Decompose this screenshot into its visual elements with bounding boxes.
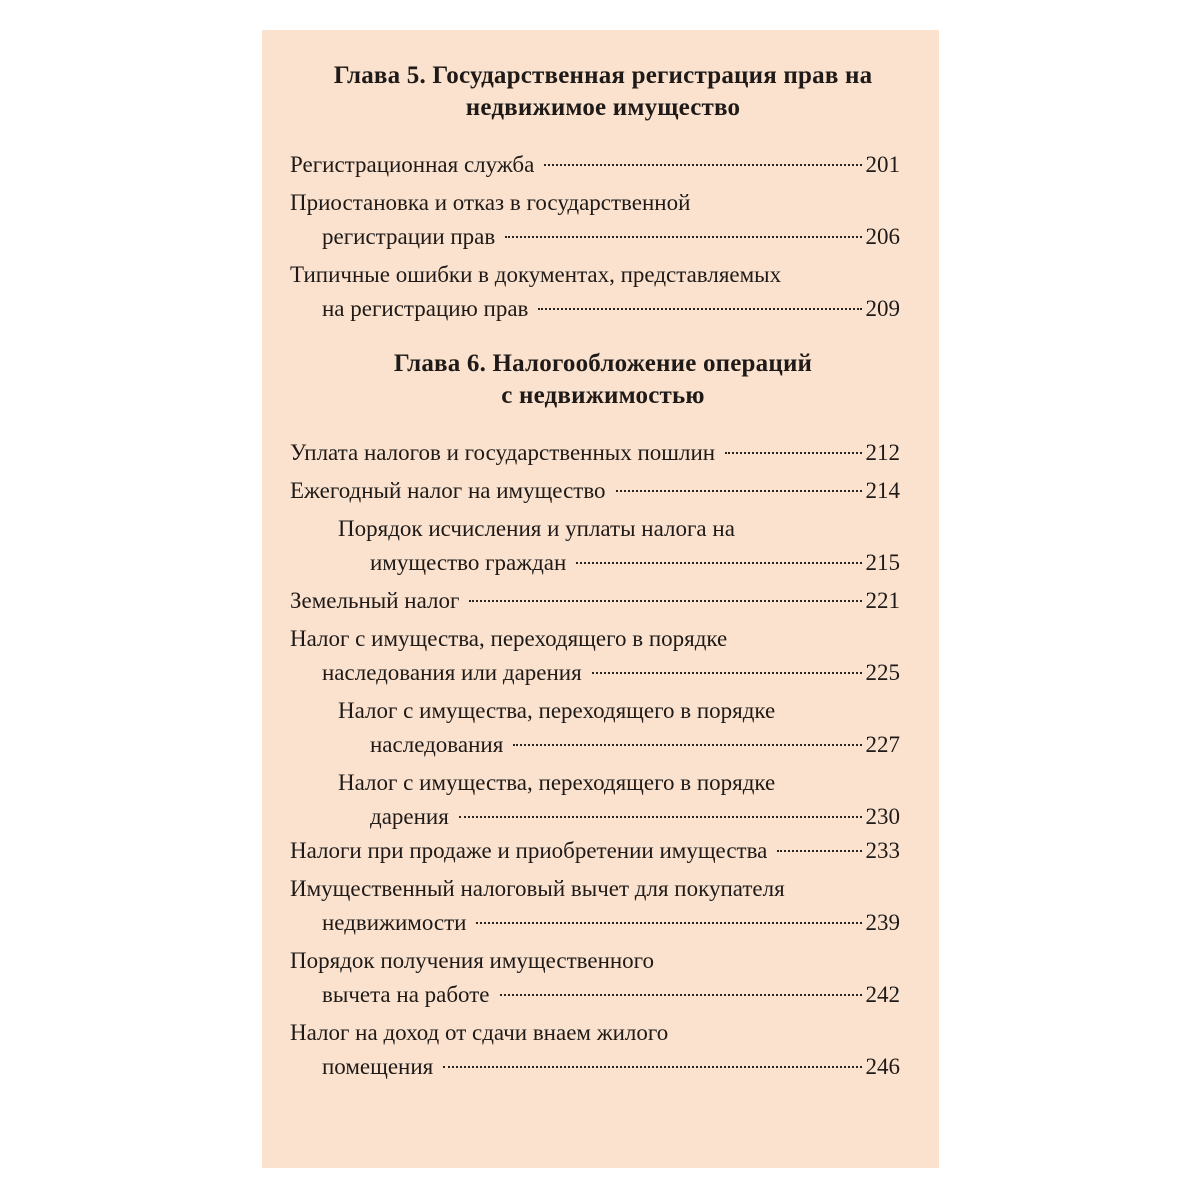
chapter-5-title <box>290 60 900 124</box>
toc-entry-title: Порядок исчисления и уплаты налога на <box>338 516 735 541</box>
dot-leader <box>592 672 862 674</box>
book-page <box>262 30 939 1168</box>
toc-entry-title: Уплата налогов и государственных пошлин <box>290 440 716 465</box>
toc-subentry[interactable] <box>290 512 900 580</box>
toc-entry[interactable] <box>290 944 900 1012</box>
toc-entry[interactable] <box>290 436 900 470</box>
toc-subentry[interactable] <box>290 694 900 762</box>
table-of-contents <box>290 60 900 1084</box>
toc-page-number: 227 <box>865 732 900 757</box>
toc-page-number: 225 <box>865 660 900 685</box>
toc-page-number: 246 <box>865 1054 900 1079</box>
dot-leader <box>616 490 862 492</box>
toc-entry-title: Регистрационная служба <box>290 152 535 177</box>
toc-entry-title-continuation: дарения <box>370 804 449 829</box>
toc-entry-title-continuation: имущество граждан <box>370 550 567 575</box>
toc-page-number: 242 <box>865 982 900 1007</box>
dot-leader <box>725 452 861 454</box>
toc-entry[interactable] <box>290 1016 900 1084</box>
chapter-title-line: Глава 6. Налогообложение операций <box>393 350 813 377</box>
dot-leader <box>476 922 861 924</box>
toc-entry-title-continuation: регистрации прав <box>322 224 496 249</box>
dot-leader <box>505 236 861 238</box>
dot-leader <box>459 816 862 818</box>
toc-entry-title: Налог с имущества, переходящего в порядке <box>290 626 728 651</box>
toc-entry[interactable] <box>290 258 900 326</box>
toc-page-number: 221 <box>865 588 900 613</box>
toc-subentry[interactable] <box>290 766 900 834</box>
toc-entry[interactable] <box>290 148 900 182</box>
dot-leader <box>513 744 861 746</box>
dot-leader <box>443 1066 861 1068</box>
chapter-title-line: с недвижимостью <box>501 382 705 409</box>
toc-entry[interactable] <box>290 834 900 868</box>
toc-entry-title: Земельный налог <box>290 588 460 613</box>
toc-entry-title-continuation: недвижимости <box>322 910 467 935</box>
toc-entry-title-continuation: помещения <box>322 1054 434 1079</box>
toc-page-number: 201 <box>865 152 900 177</box>
toc-page-number: 230 <box>865 804 900 829</box>
toc-entry-title-continuation: наследования или дарения <box>322 660 582 685</box>
toc-page-number: 209 <box>865 296 900 321</box>
chapter-6-title <box>290 348 900 412</box>
toc-entry[interactable] <box>290 186 900 254</box>
toc-entry-title: Типичные ошибки в документах, представляемых <box>290 262 782 287</box>
toc-entry-title: Налог с имущества, переходящего в порядке <box>338 770 776 795</box>
chapter-title-line: Глава 5. Государственная регистрация прав на <box>333 62 873 89</box>
toc-page-number: 212 <box>865 440 900 465</box>
toc-entry-title-continuation: вычета на работе <box>322 982 490 1007</box>
toc-page-number: 215 <box>865 550 900 575</box>
dot-leader <box>500 994 862 996</box>
toc-entry-title-continuation: наследования <box>370 732 504 757</box>
toc-entry-title: Налоги при продаже и приобретении имущества <box>290 838 768 863</box>
toc-entry-title: Порядок получения имущественного <box>290 948 655 973</box>
toc-page-number: 233 <box>865 838 900 863</box>
chapter-title-line: недвижимое имущество <box>465 94 741 121</box>
toc-entry-title: Приостановка и отказ в государственной <box>290 190 691 215</box>
toc-page-number: 214 <box>865 478 900 503</box>
toc-entry-title-continuation: на регистрацию прав <box>322 296 529 321</box>
dot-leader <box>777 850 861 852</box>
toc-entry-title: Налог на доход от сдачи внаем жилого <box>290 1020 669 1045</box>
toc-entry[interactable] <box>290 584 900 618</box>
toc-entry[interactable] <box>290 872 900 940</box>
toc-page-number: 239 <box>865 910 900 935</box>
toc-page-number: 206 <box>865 224 900 249</box>
toc-entry[interactable] <box>290 622 900 690</box>
dot-leader <box>469 600 861 602</box>
toc-entry[interactable] <box>290 474 900 508</box>
dot-leader <box>576 562 861 564</box>
toc-entry-title: Имущественный налоговый вычет для покупателя <box>290 876 785 901</box>
toc-entry-title: Налог с имущества, переходящего в порядке <box>338 698 776 723</box>
dot-leader <box>544 164 861 166</box>
dot-leader <box>538 308 861 310</box>
toc-entry-title: Ежегодный налог на имущество <box>290 478 606 503</box>
